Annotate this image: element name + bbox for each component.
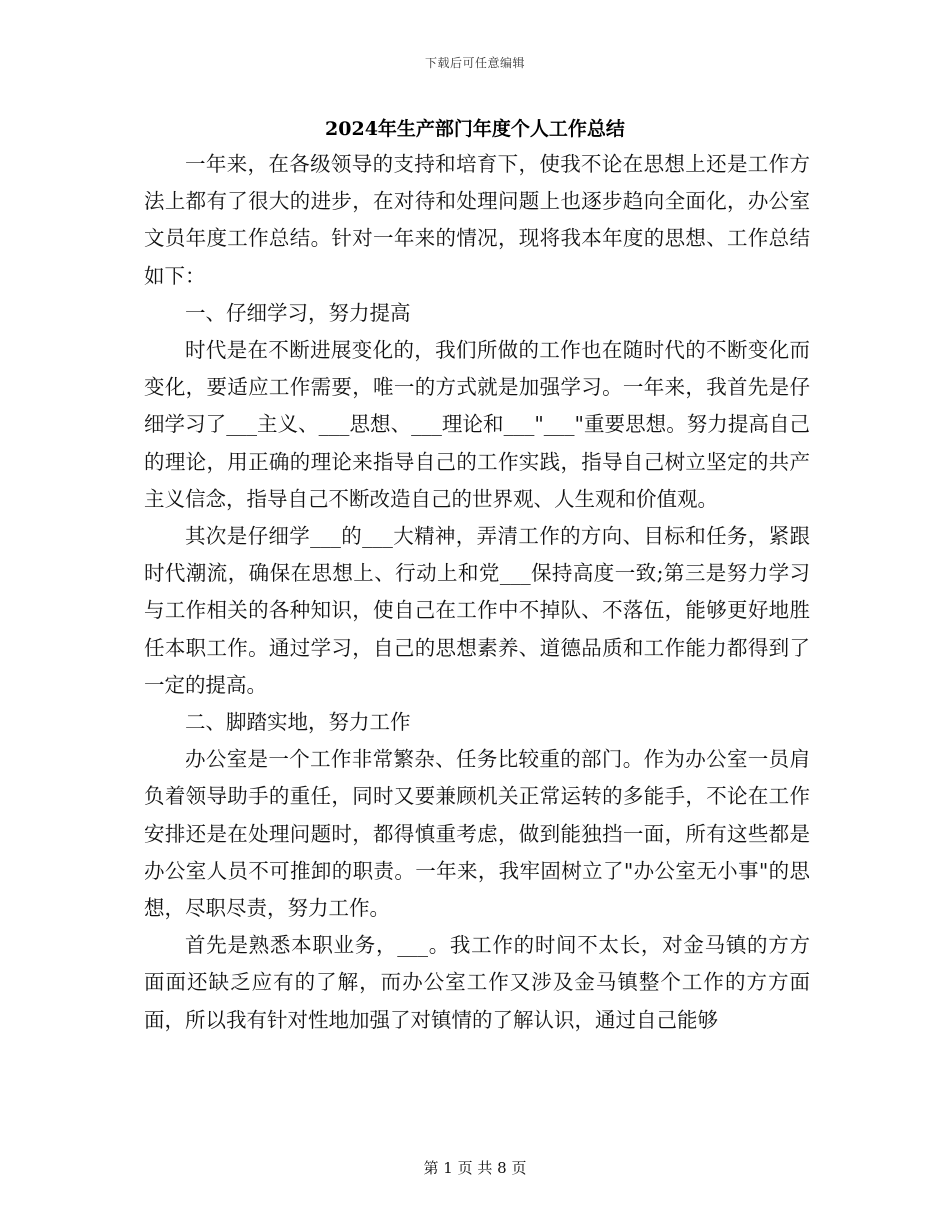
section-heading-1: 一、仔细学习，努力提高 [185,300,411,325]
paragraph-study-1: 时代是在不断进展变化的，我们所做的工作也在随时代的不断变化而变化，要适应工作需要，唯一的方式就是加强学习。一年来，我首先是仔细学习了___主义、___思想、___理论和___"___"重要思想。努力提高自己的理论，用正确的理论来指导自己的工作实践，指导自己树立坚定的共产主义信念，指导自己不断改造自己的世界观、人生观和价值观。 [144,338,810,511]
document-body [144,146,810,1039]
page-number: 第 1 页 共 8 页 [423,1159,527,1177]
paragraph-study-2: 其次是仔细学___的___大精神，弄清工作的方向、目标和任务，紧跟时代潮流，确保在思想上、行动上和党___保持高度一致;第三是努力学习与工作相关的各种知识，使自己在工作中不掉队、不落伍，能够更好地胜任本职工作。通过学习，自己的思想素养、道德品质和工作能力都得到了一定的提高。 [144,524,810,697]
paragraph-office-2: 首先是熟悉本职业务，___。我工作的时间不太长，对金马镇的方方面面还缺乏应有的了解，而办公室工作又涉及金马镇整个工作的方方面面，所以我有针对性地加强了对镇情的了解认识，通过自己能够 [144,933,810,1032]
paragraph-office-1: 办公室是一个工作非常繁杂、任务比较重的部门。作为办公室一员肩负着领导助手的重任，同时又要兼顾机关正常运转的多能手，不论在工作安排还是在处理问题时，都得慎重考虑，做到能独挡一面，所有这些都是办公室人员不可推卸的职责。一年来，我牢固树立了"办公室无小事"的思想，尽职尽责，努力工作。 [144,747,810,921]
document-title: 2024年生产部门年度个人工作总结 [325,118,625,140]
section-heading-2: 二、脚踏实地，努力工作 [185,710,411,735]
paragraph-intro: 一年来，在各级领导的支持和培育下，使我不论在思想上还是工作方法上都有了很大的进步，在对待和处理问题上也逐步趋向全面化，办公室文员年度工作总结。针对一年来的情况，现将我本年度的思想、工作总结如下： [144,152,810,288]
header-note: 下载后可任意编辑 [424,56,525,70]
